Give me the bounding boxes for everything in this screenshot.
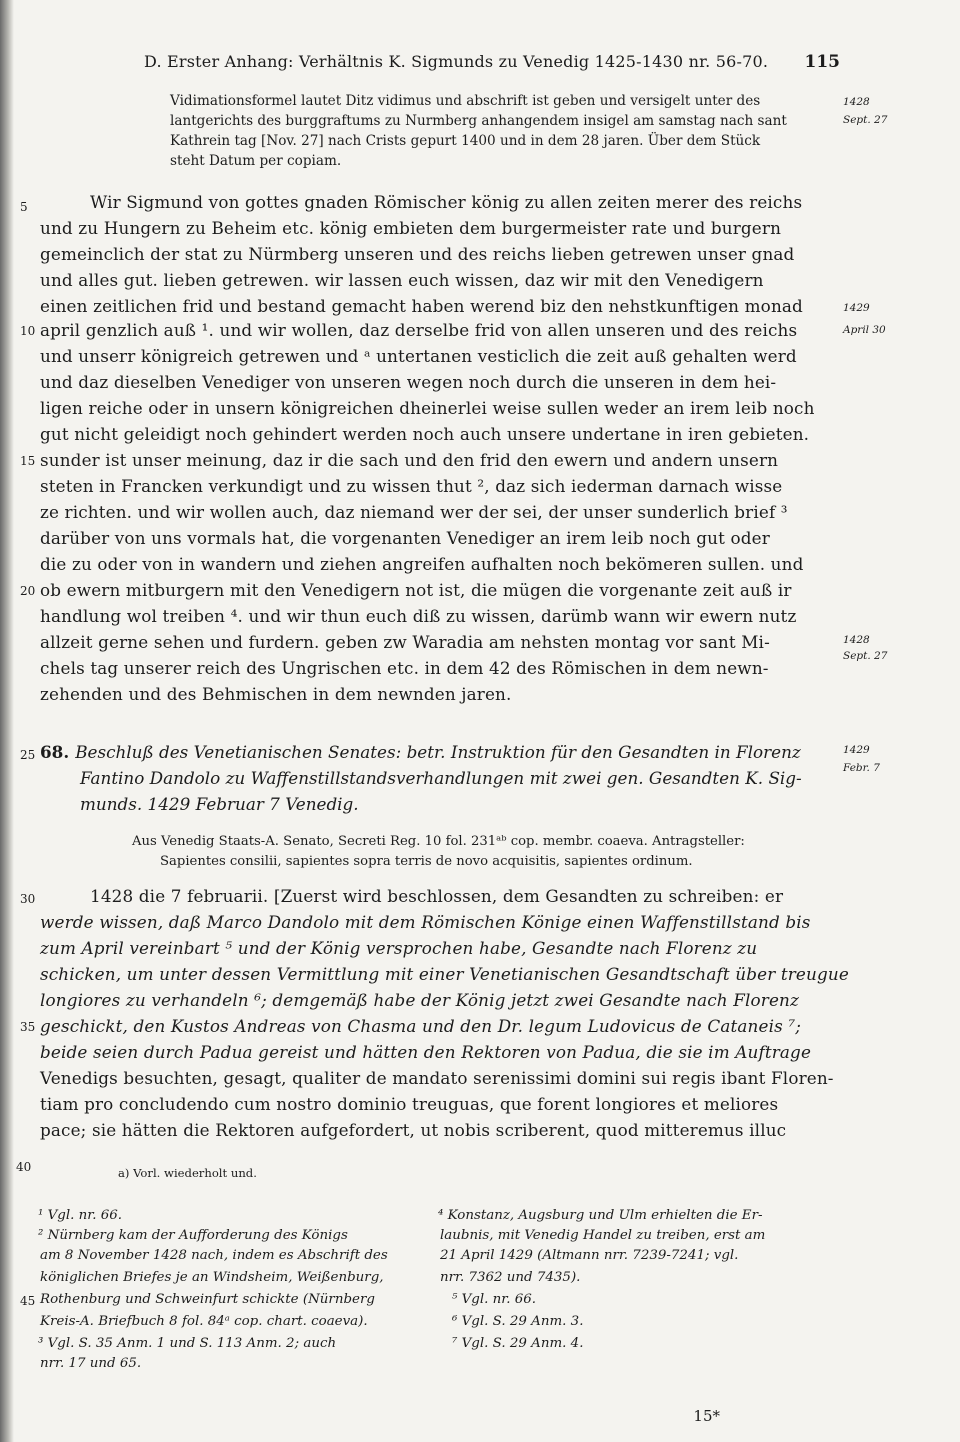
apparatus-note: a) Vorl. wiederholt und. (118, 1166, 257, 1180)
line-number: 15 (20, 454, 36, 468)
margin-date: 1429 (843, 302, 870, 314)
body-line: handlung wol treiben ⁴. und wir thun euch diß zu wissen, darümb wann wir ewern nutz (40, 606, 797, 626)
body-line: beide seien durch Padua gereist und hätten den Rektoren von Padua, die sie im Auftrage (40, 1042, 812, 1062)
body-line: chels tag unserer reich des Ungrischen etc. in dem 42 des Römischen in dem newn- (40, 658, 769, 678)
body-line: longiores zu verhandeln ⁶; demgemäß habe der König jetzt zwei Gesandte nach Florenz (40, 990, 800, 1010)
footnote: nrr. 7362 und 7435). (440, 1270, 581, 1285)
footnote: ⁶ Vgl. S. 29 Anm. 3. (452, 1314, 584, 1329)
body-line: Wir Sigmund von gottes gnaden Römischer könig zu allen zeiten merer des reichs (90, 192, 803, 212)
body-line: ob ewern mitburgern mit den Venedigern not ist, die mügen die vorgenante zeit auß ir (40, 580, 792, 600)
footnote: ² Nürnberg kam der Aufforderung des Königs (38, 1228, 348, 1243)
body-line: die zu oder von in wandern und ziehen angreifen aufhalten noch bekömeren sullen. und (40, 554, 804, 574)
preamble-line: lantgerichts des burggraftums zu Nurmberg anhangendem insigel am samstag nach sant (170, 113, 787, 129)
body-line: allzeit gerne sehen und furdern. geben zw Waradia am nehsten montag vor sant Mi- (40, 632, 770, 652)
line-number: 35 (20, 1020, 36, 1034)
margin-date: Sept. 27 (843, 650, 888, 662)
body-line: pace; sie hätten die Rektoren aufgefordert, ut nobis scriberent, quod mitteremus illuc (40, 1120, 787, 1140)
line-number: 20 (20, 584, 36, 598)
body-line: ligen reiche oder in unsern königreichen dheinerlei weise sullen weder an irem leib noch (40, 398, 815, 418)
margin-date: 1428 (843, 634, 870, 646)
source-line: Sapientes consilii, sapientes sopra terris de novo acquisitis, sapientes ordinum. (160, 854, 693, 869)
doc-68-title-line (40, 742, 801, 762)
preamble-line: steht Datum per copiam. (170, 153, 342, 169)
body-line: sunder ist unser meinung, daz ir die sach und den frid den ewern und andern unsern (40, 450, 779, 470)
body-line: und alles gut. lieben getrewen. wir lassen euch wissen, daz wir mit den Venedigern (40, 270, 764, 290)
line-number: 45 (20, 1294, 36, 1308)
body-line: steten in Francken verkundigt und zu wissen thut ², daz sich iederman darnach wisse (40, 476, 783, 496)
body-line: tiam pro concludendo cum nostro dominio treuguas, que forent longiores et meliores (40, 1094, 779, 1114)
footnote: Rothenburg und Schweinfurt schickte (Nürnberg (40, 1292, 375, 1307)
footnote: ¹ Vgl. nr. 66. (38, 1208, 123, 1223)
footnote: 21 April 1429 (Altmann nrr. 7239-7241; vgl. (440, 1248, 739, 1263)
footnote: königlichen Briefes je an Windsheim, Weißenburg, (40, 1270, 384, 1285)
body-line: 1428 die 7 februarii. [Zuerst wird beschlossen, dem Gesandten zu schreiben: er (90, 886, 784, 906)
footnote: am 8 November 1428 nach, indem es Abschrift des (40, 1248, 388, 1263)
line-number: 25 (20, 748, 36, 762)
body-line: zehenden und des Behmischen in dem newnden jaren. (40, 684, 512, 704)
line-number: 40 (16, 1160, 32, 1174)
doc-68-title-line: Fantino Dandolo zu Waffenstillstandsverhandlungen mit zwei gen. Gesandten K. Sig- (80, 768, 802, 788)
preamble-line: Vidimationsformel lautet Ditz vidimus und abschrift ist geben und versigelt unter des (170, 93, 761, 109)
margin-date: 1428 (843, 96, 870, 108)
body-line: und daz dieselben Venediger von unseren wegen noch durch die unseren in dem hei- (40, 372, 777, 392)
body-line: werde wissen, daß Marco Dandolo mit dem Römischen Könige einen Waffenstillstand bis (40, 912, 811, 932)
line-number: 5 (20, 200, 28, 214)
body-line: schicken, um unter dessen Vermittlung mit einer Venetianischen Gesandtschaft über treugue (40, 964, 849, 984)
running-header (140, 52, 840, 76)
footnote: Kreis-A. Briefbuch 8 fol. 84ᵃ cop. chart. coaeva). (40, 1314, 368, 1329)
line-number: 30 (20, 892, 36, 906)
scan-edge-shadow (0, 0, 14, 1442)
body-line: geschickt, den Kustos Andreas von Chasma und den Dr. legum Ludovicus de Cataneis ⁷; (40, 1016, 802, 1036)
margin-date: Sept. 27 (843, 114, 888, 126)
margin-date: April 30 (843, 324, 886, 336)
margin-date: 1429 (843, 744, 870, 756)
source-line: Aus Venedig Staats-A. Senato, Secreti Reg. 10 fol. 231ᵃᵇ cop. membr. coaeva. Antragsteller: (132, 834, 745, 849)
signature-mark: 15* (693, 1407, 720, 1425)
footnote: laubnis, mit Venedig Handel zu treiben, erst am (440, 1228, 766, 1243)
page-number: 115 (804, 52, 840, 72)
body-line: und unserr königreich getrewen und ᵃ untertanen vesticlich die zeit auß gehalten werd (40, 346, 797, 366)
header-title: D. Erster Anhang: Verhältnis K. Sigmunds zu Venedig 1425-1430 nr. 56-70. (144, 52, 769, 71)
footnote: ³ Vgl. S. 35 Anm. 1 und S. 113 Anm. 2; auch (38, 1336, 337, 1351)
body-line: zum April vereinbart ⁵ und der König versprochen habe, Gesandte nach Florenz zu (40, 938, 758, 958)
body-line: gemeinclich der stat zu Nürmberg unseren und des reichs lieben getrewen unser gnad (40, 244, 795, 264)
body-line: einen zeitlichen frid und bestand gemacht haben werend biz den nehstkunftigen monad (40, 296, 803, 316)
line-number: 10 (20, 324, 36, 338)
body-line: und zu Hungern zu Beheim etc. könig embieten dem burgermeister rate und burgern (40, 218, 782, 238)
preamble-line: Kathrein tag [Nov. 27] nach Crists gepurt 1400 und in dem 28 jaren. Über dem Stück (170, 133, 761, 149)
footnote: ⁷ Vgl. S. 29 Anm. 4. (452, 1336, 584, 1351)
doc-68-title-line: munds. 1429 Februar 7 Venedig. (80, 794, 359, 814)
margin-date: Febr. 7 (843, 762, 880, 774)
body-line: darüber von uns vormals hat, die vorgenanten Venediger an irem leib noch gut oder (40, 528, 770, 548)
doc-number: 68. (40, 742, 70, 762)
body-line: ze richten. und wir wollen auch, daz niemand wer der sei, der unser sunderlich brief ³ (40, 502, 788, 522)
body-line: Venedigs besuchten, gesagt, qualiter de mandato serenissimi domini sui regis ibant Floren- (40, 1068, 834, 1088)
footnote: ⁴ Konstanz, Augsburg und Ulm erhielten die Er- (438, 1208, 763, 1223)
footnote: ⁵ Vgl. nr. 66. (452, 1292, 537, 1307)
footnote: nrr. 17 und 65. (40, 1356, 142, 1371)
body-line: gut nicht geleidigt noch gehindert werden noch auch unsere undertane in iren gebieten. (40, 424, 810, 444)
body-line: april genzlich auß ¹. und wir wollen, daz derselbe frid von allen unseren und des reichs (40, 320, 798, 340)
doc-title-text: Beschluß des Venetianischen Senates: betr. Instruktion für den Gesandten in Florenz (75, 742, 801, 762)
